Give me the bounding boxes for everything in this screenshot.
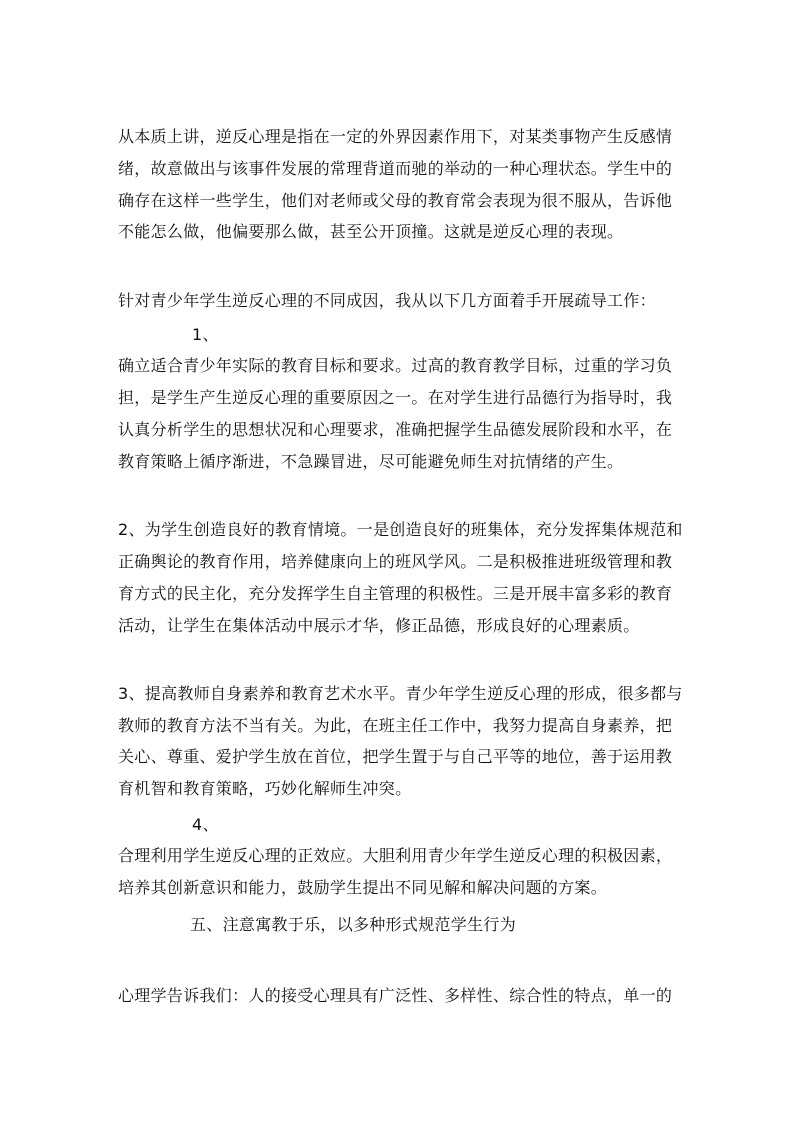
paragraph-line: 认真分析学生的思想状况和心理要求，准确把握学生品德发展阶段和水平，在	[118, 420, 673, 439]
paragraph-line: 教师的教育方法不当有关。为此，在班主任工作中，我努力提高自身素养，把	[118, 716, 673, 735]
paragraph-line: 不能怎么做，他偏要那么做，甚至公开顶撞。这就是逆反心理的表现。	[118, 222, 624, 241]
paragraph-line: 确存在这样一些学生，他们对老师或父母的教育常会表现为很不服从，告诉他	[118, 191, 673, 210]
list-number: 1、	[192, 325, 219, 344]
paragraph-line: 担，是学生产生逆反心理的重要原因之一。在对学生进行品德行为指导时，我	[118, 388, 673, 407]
section-heading: 五、注意寓教于乐，以多种形式规范学生行为	[190, 915, 517, 934]
paragraph-line: 育机智和教育策略，巧妙化解师生冲突。	[118, 779, 412, 798]
paragraph-line: 心理学告诉我们：人的接受心理具有广泛性、多样性、综合性的特点，单一的	[118, 986, 673, 1005]
paragraph-line: 2、为学生创造良好的教育情境。一是创造良好的班集体，充分发挥集体规范和	[118, 520, 683, 539]
paragraph-line: 针对青少年学生逆反心理的不同成因，我从以下几方面着手开展疏导工作：	[118, 291, 656, 310]
paragraph-line: 关心、尊重、爱护学生放在首位，把学生置于与自己平等的地位，善于运用教	[118, 747, 673, 766]
paragraph-line: 正确舆论的教育作用，培养健康向上的班风学风。二是积极推进班级管理和教	[118, 552, 673, 571]
paragraph-line: 培养其创新意识和能力，鼓励学生提出不同见解和解决问题的方案。	[118, 878, 608, 897]
paragraph-line: 活动，让学生在集体活动中展示才华，修正品德，形成良好的心理素质。	[118, 616, 640, 635]
paragraph-line: 从本质上讲，逆反心理是指在一定的外界因素作用下，对某类事物产生反感情	[118, 127, 673, 146]
paragraph-line: 教育策略上循序渐进，不急躁冒进，尽可能避免师生对抗情绪的产生。	[118, 452, 624, 471]
list-number: 4、	[192, 815, 219, 834]
paragraph-line: 3、提高教师自身素养和教育艺术水平。青少年学生逆反心理的形成，很多都与	[118, 684, 683, 703]
paragraph-line: 绪，故意做出与该事件发展的常理背道而驰的举动的一种心理状态。学生中的	[118, 159, 673, 178]
paragraph-line: 育方式的民主化，充分发挥学生自主管理的积极性。三是开展丰富多彩的教育	[118, 584, 673, 603]
paragraph-line: 合理利用学生逆反心理的正效应。大胆利用青少年学生逆反心理的积极因素，	[118, 846, 673, 865]
paragraph-line: 确立适合青少年实际的教育目标和要求。过高的教育教学目标，过重的学习负	[118, 356, 673, 375]
